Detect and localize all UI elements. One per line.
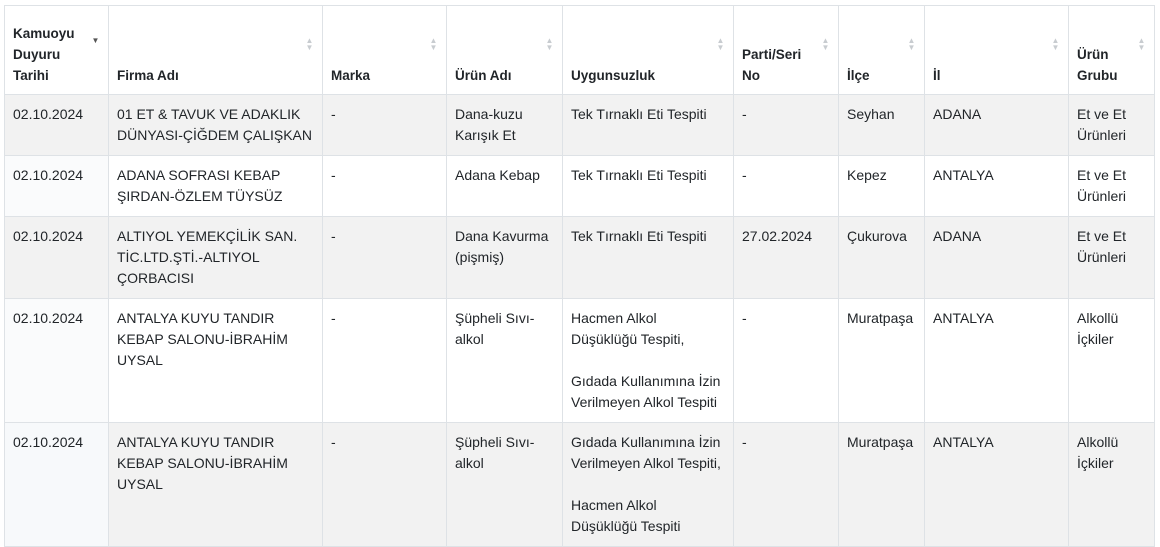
cell-uygunsuzluk <box>563 299 734 423</box>
cell-grup: Alkollü İçkiler <box>1069 423 1155 547</box>
cell-il: ANTALYA <box>925 156 1069 217</box>
cell-urun: Dana-kuzu Karışık Et <box>447 95 563 156</box>
sort-icon[interactable]: ▲ ▼ <box>1051 36 1060 52</box>
cell-marka: - <box>323 423 447 547</box>
header-grup[interactable] <box>1069 6 1155 95</box>
cell-tarih: 02.10.2024 <box>5 299 109 423</box>
cell-urun: Şüpheli Sıvı-alkol <box>447 423 563 547</box>
cell-urun: Adana Kebap <box>447 156 563 217</box>
cell-ilce: Muratpaşa <box>839 423 925 547</box>
cell-marka: - <box>323 95 447 156</box>
column-header-label: Uygunsuzluk <box>571 68 656 83</box>
cell-uygunsuzluk <box>563 156 734 217</box>
cell-grup: Et ve Et Ürünleri <box>1069 95 1155 156</box>
uygunsuzluk-item: Tek Tırnaklı Eti Tespiti <box>571 106 707 122</box>
cell-il: ADANA <box>925 217 1069 299</box>
cell-il: ADANA <box>925 95 1069 156</box>
cell-marka: - <box>323 156 447 217</box>
cell-tarih: 02.10.2024 <box>5 423 109 547</box>
cell-firma: ADANA SOFRASI KEBAP ŞIRDAN-ÖZLEM TÜYSÜZ <box>109 156 323 217</box>
column-header-label: İlçe <box>847 68 870 83</box>
sort-icon[interactable]: ▲ ▼ <box>429 36 438 52</box>
cell-tarih: 02.10.2024 <box>5 217 109 299</box>
cell-parti: - <box>734 299 839 423</box>
cell-uygunsuzluk <box>563 95 734 156</box>
column-header-label: Ürün Grubu <box>1077 47 1118 83</box>
cell-parti: - <box>734 156 839 217</box>
column-header-label: İl <box>933 68 941 83</box>
column-header-label: Kamuoyu Duyuru Tarihi <box>13 26 75 83</box>
table-body <box>5 95 1155 547</box>
cell-marka: - <box>323 299 447 423</box>
cell-il: ANTALYA <box>925 299 1069 423</box>
uygunsuzluk-item: Tek Tırnaklı Eti Tespiti <box>571 167 707 183</box>
cell-ilce: Kepez <box>839 156 925 217</box>
header-row <box>5 6 1155 95</box>
sort-icon[interactable]: ▲ ▼ <box>305 36 314 52</box>
table-row[interactable] <box>5 95 1155 156</box>
sort-desc-icon[interactable]: ▼ <box>91 36 100 45</box>
uygunsuzluk-item: Hacmen Alkol Düşüklüğü Tespiti, <box>571 310 685 347</box>
header-uygunsuzluk[interactable] <box>563 6 734 95</box>
cell-tarih: 02.10.2024 <box>5 95 109 156</box>
results-table-container <box>4 5 1154 547</box>
header-firma[interactable] <box>109 6 323 95</box>
cell-urun: Dana Kavurma (pişmiş) <box>447 217 563 299</box>
cell-firma: 01 ET & TAVUK VE ADAKLIK DÜNYASI-ÇİĞDEM ÇALIŞKAN <box>109 95 323 156</box>
cell-parti: - <box>734 95 839 156</box>
table-row[interactable] <box>5 217 1155 299</box>
results-table <box>4 5 1155 547</box>
uygunsuzluk-item: Tek Tırnaklı Eti Tespiti <box>571 228 707 244</box>
cell-grup: Et ve Et Ürünleri <box>1069 156 1155 217</box>
header-tarih[interactable] <box>5 6 109 95</box>
sort-icon[interactable]: ▲ ▼ <box>716 36 725 52</box>
uygunsuzluk-item: Gıdada Kullanımına İzin Verilmeyen Alkol Tespiti <box>571 373 721 410</box>
cell-grup: Et ve Et Ürünleri <box>1069 217 1155 299</box>
column-header-label: Marka <box>331 68 371 83</box>
cell-parti: 27.02.2024 <box>734 217 839 299</box>
cell-ilce: Muratpaşa <box>839 299 925 423</box>
column-header-label: Firma Adı <box>117 68 179 83</box>
sort-icon[interactable]: ▲ ▼ <box>821 36 830 52</box>
cell-ilce: Çukurova <box>839 217 925 299</box>
column-header-label: Parti/Seri No <box>742 47 802 83</box>
cell-grup: Alkollü İçkiler <box>1069 299 1155 423</box>
sort-icon[interactable]: ▲ ▼ <box>1137 36 1146 52</box>
cell-firma: ANTALYA KUYU TANDIR KEBAP SALONU-İBRAHİM UYSAL <box>109 423 323 547</box>
table-header <box>5 6 1155 95</box>
cell-uygunsuzluk <box>563 423 734 547</box>
header-ilce[interactable] <box>839 6 925 95</box>
cell-urun: Şüpheli Sıvı-alkol <box>447 299 563 423</box>
uygunsuzluk-item: Hacmen Alkol Düşüklüğü Tespiti <box>571 497 681 534</box>
sort-icon[interactable]: ▲ ▼ <box>907 36 916 52</box>
table-row[interactable] <box>5 299 1155 423</box>
header-urun[interactable] <box>447 6 563 95</box>
cell-firma: ANTALYA KUYU TANDIR KEBAP SALONU-İBRAHİM UYSAL <box>109 299 323 423</box>
cell-uygunsuzluk <box>563 217 734 299</box>
table-row[interactable] <box>5 423 1155 547</box>
column-header-label: Ürün Adı <box>455 68 512 83</box>
cell-ilce: Seyhan <box>839 95 925 156</box>
uygunsuzluk-item: Gıdada Kullanımına İzin Verilmeyen Alkol Tespiti, <box>571 434 721 471</box>
cell-tarih: 02.10.2024 <box>5 156 109 217</box>
cell-parti: - <box>734 423 839 547</box>
sort-icon[interactable]: ▲ ▼ <box>545 36 554 52</box>
cell-il: ANTALYA <box>925 423 1069 547</box>
table-row[interactable] <box>5 156 1155 217</box>
header-parti[interactable] <box>734 6 839 95</box>
header-il[interactable] <box>925 6 1069 95</box>
cell-marka: - <box>323 217 447 299</box>
header-marka[interactable] <box>323 6 447 95</box>
cell-firma: ALTIYOL YEMEKÇİLİK SAN. TİC.LTD.ŞTİ.-ALTIYOL ÇORBACISI <box>109 217 323 299</box>
